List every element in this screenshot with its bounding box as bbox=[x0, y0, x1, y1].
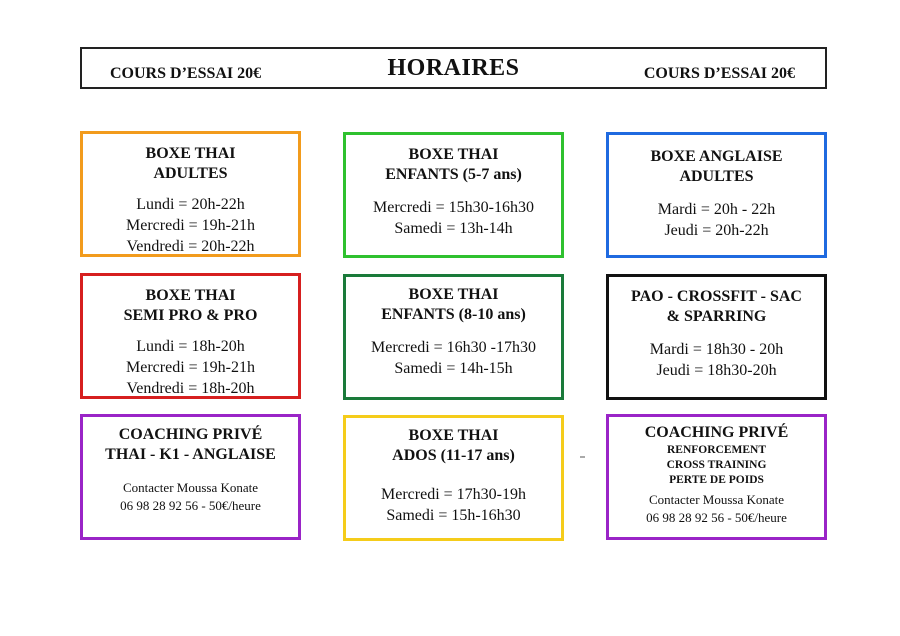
card-title-line: BOXE THAI bbox=[145, 145, 236, 162]
schedule-line: Lundi = 18h-20h bbox=[136, 338, 245, 355]
header-banner bbox=[80, 47, 827, 89]
schedule-line: Mardi = 20h - 22h bbox=[657, 201, 776, 218]
card-title-line: BOXE THAI bbox=[408, 286, 499, 303]
card-boxe-thai-enfants-5-7 bbox=[343, 132, 564, 258]
schedule-line: Vendredi = 18h-20h bbox=[126, 380, 255, 397]
schedule-lines bbox=[346, 197, 561, 239]
card-title-line: ENFANTS (8-10 ans) bbox=[381, 306, 526, 323]
schedule-line: Mercredi = 17h30-19h bbox=[381, 486, 526, 503]
trial-price-right: COURS D’ESSAI 20€ bbox=[643, 65, 795, 82]
schedule-lines bbox=[609, 339, 824, 381]
schedule-line: Jeudi = 20h-22h bbox=[664, 222, 769, 239]
schedule-line: Samedi = 15h-16h30 bbox=[386, 507, 521, 524]
card-boxe-thai-enfants-8-10 bbox=[343, 274, 564, 400]
card-title-line: COACHING PRIVÉ bbox=[118, 426, 263, 443]
card-pao-crossfit bbox=[606, 274, 827, 400]
card-subtitle-line: PERTE DE POIDS bbox=[669, 474, 764, 486]
contact-phone-price: 06 98 28 92 56 - 50€/heure bbox=[120, 498, 261, 513]
contact-info bbox=[609, 491, 824, 527]
card-boxe-thai-semi-pro bbox=[80, 273, 301, 399]
card-title-line: ADULTES bbox=[679, 168, 754, 185]
trial-price-left: COURS D’ESSAI 20€ bbox=[110, 65, 262, 82]
page-title: HORAIRES bbox=[387, 55, 520, 81]
schedule-line: Mercredi = 19h-21h bbox=[126, 359, 255, 376]
card-title-line: THAI - K1 - ANGLAISE bbox=[105, 446, 276, 463]
card-title-line: SEMI PRO & PRO bbox=[123, 307, 258, 324]
card-title-line: ADULTES bbox=[153, 165, 228, 182]
schedule-lines bbox=[346, 484, 561, 526]
card-boxe-thai-adultes bbox=[80, 131, 301, 257]
card-title-line: BOXE THAI bbox=[408, 427, 499, 444]
stray-mark bbox=[580, 456, 585, 458]
card-title-line: BOXE THAI bbox=[408, 146, 499, 163]
card-title-line: BOXE THAI bbox=[145, 287, 236, 304]
schedule-line: Vendredi = 20h-22h bbox=[126, 238, 255, 255]
card-title-line: ADOS (11-17 ans) bbox=[392, 447, 515, 464]
card-title-line: & SPARRING bbox=[666, 308, 767, 325]
schedule-line: Jeudi = 18h30-20h bbox=[656, 362, 777, 379]
contact-phone-price: 06 98 28 92 56 - 50€/heure bbox=[646, 510, 787, 525]
card-title-line: PAO - CROSSFIT - SAC bbox=[631, 288, 802, 305]
card-subtitle-line: RENFORCEMENT bbox=[666, 444, 767, 456]
schedule-line: Mercredi = 16h30 -17h30 bbox=[371, 339, 536, 356]
contact-info bbox=[83, 479, 298, 515]
schedule-line: Samedi = 13h-14h bbox=[394, 220, 513, 237]
schedule-line: Mercredi = 19h-21h bbox=[126, 217, 255, 234]
contact-name: Contacter Moussa Konate bbox=[648, 492, 785, 507]
card-title-line: BOXE ANGLAISE bbox=[650, 148, 783, 165]
schedule-lines bbox=[83, 194, 298, 257]
schedule-lines bbox=[83, 336, 298, 399]
schedule-lines bbox=[609, 199, 824, 241]
card-title-line: COACHING PRIVÉ bbox=[644, 424, 789, 441]
contact-name: Contacter Moussa Konate bbox=[122, 480, 259, 495]
schedule-lines bbox=[346, 337, 561, 379]
schedule-line: Mardi = 18h30 - 20h bbox=[649, 341, 784, 358]
card-title-line: ENFANTS (5-7 ans) bbox=[385, 166, 522, 183]
card-boxe-anglaise-adultes bbox=[606, 132, 827, 258]
schedule-line: Lundi = 20h-22h bbox=[136, 196, 245, 213]
schedule-line: Mercredi = 15h30-16h30 bbox=[373, 199, 534, 216]
schedule-line: Samedi = 14h-15h bbox=[394, 360, 513, 377]
card-subtitle-line: CROSS TRAINING bbox=[666, 459, 767, 471]
card-boxe-thai-ados bbox=[343, 415, 564, 541]
card-coaching-prive-renfo bbox=[606, 414, 827, 540]
card-coaching-prive-thai bbox=[80, 414, 301, 540]
